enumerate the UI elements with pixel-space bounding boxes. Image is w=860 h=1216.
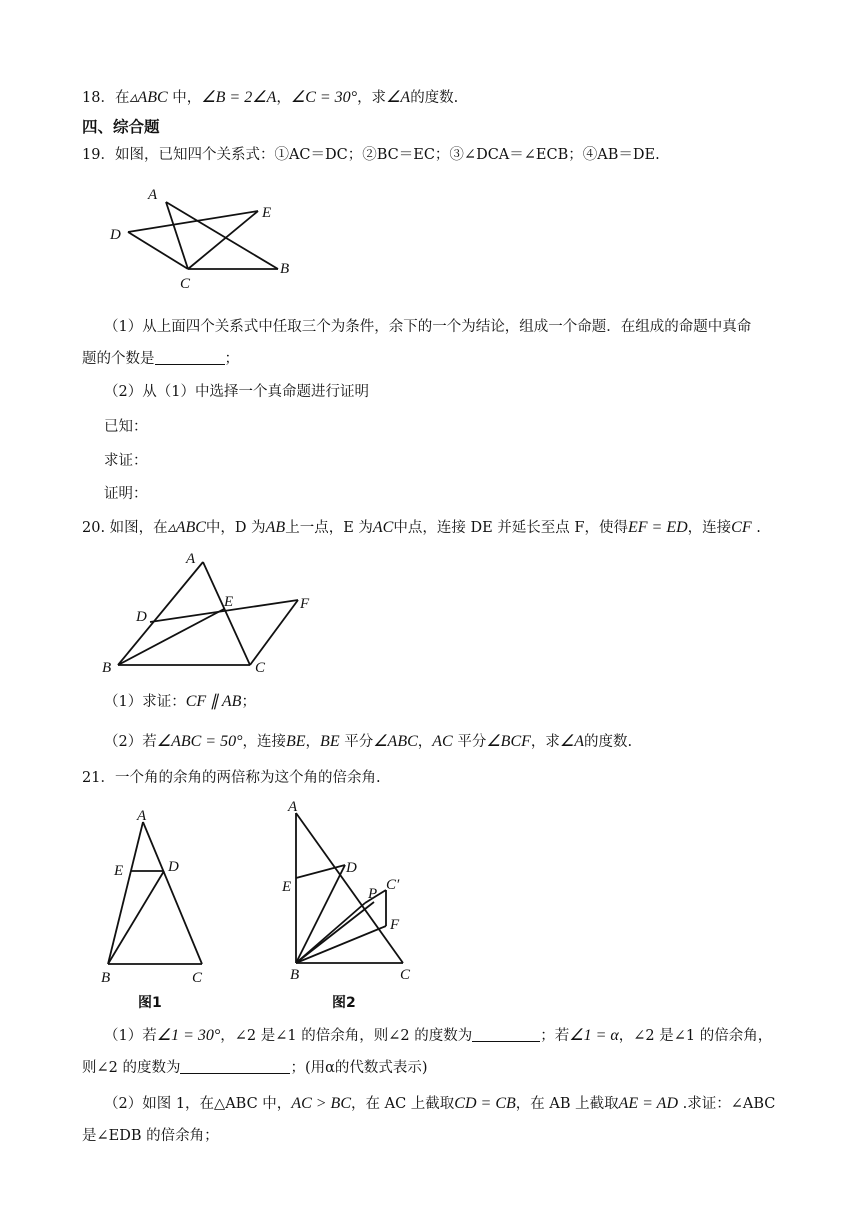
figure-2-caption: 图2	[332, 995, 356, 1011]
q19-part1-line1: （1）从上面四个关系式中任取三个为条件，余下的一个为结论，组成一个命题．在组成的命题中真命	[104, 319, 752, 335]
label-B: B	[280, 261, 290, 277]
answer-blank[interactable]	[155, 350, 225, 365]
q19-prove: 求证：	[104, 453, 148, 469]
q19-part2: （2）从（1）中选择一个真命题进行证明	[104, 384, 369, 400]
label-E: E	[262, 205, 272, 221]
answer-blank-1[interactable]	[472, 1027, 540, 1042]
label-C-prime: C′	[386, 877, 400, 893]
label-D: D	[136, 609, 147, 625]
figure-1-q21	[98, 800, 228, 1015]
q21-part1-line2: 则∠2 的度数为 ；(用α的代数式表示)	[82, 1060, 428, 1076]
label-D: D	[168, 859, 179, 875]
question-18: 18．在▵ABC 中，∠B = 2∠A，∠C = 30°，求∠A的度数.	[82, 89, 459, 106]
label-C: C	[255, 660, 266, 676]
label-B: B	[102, 660, 112, 676]
label-F: F	[390, 917, 400, 933]
label-A: A	[137, 808, 147, 824]
label-E: E	[224, 594, 234, 610]
label-D: D	[110, 227, 121, 243]
section-heading: 四、综合题	[82, 118, 160, 136]
question-19-stem: 19．如图，已知四个关系式：①AC＝DC；②BC＝EC；③∠DCA＝∠ECB；④AB＝DE.	[82, 147, 660, 163]
q21-part2-line2: 是∠EDB 的倍余角；	[82, 1128, 219, 1144]
label-F: F	[300, 596, 310, 612]
label-D: D	[346, 860, 357, 876]
q20-part1: （1）求证：CF ∥ AB；	[104, 693, 256, 710]
label-E: E	[282, 879, 292, 895]
label-E: E	[114, 863, 124, 879]
q21-part1-line1: （1）若∠1 = 30°，∠2 是∠1 的倍余角，则∠2 的度数为 ；若∠1 = α，∠2 是∠1 的倍余角，	[104, 1027, 773, 1044]
q21-part2-line1: （2）如图 1，在△ABC 中，AC > BC，在 AC 上截取CD = CB，在 AB 上截取AE = AD .求证：∠ABC	[104, 1095, 776, 1112]
question-20-stem: 20. 如图，在▵ABC中，D 为AB上一点，E 为AC中点，连接 DE 并延长至点 F，使得EF = ED，连接CF .	[82, 519, 761, 536]
label-C: C	[180, 276, 191, 292]
q19-known: 已知：	[104, 419, 148, 435]
figure-q19	[100, 180, 310, 290]
label-A: A	[288, 799, 298, 815]
label-A: A	[186, 551, 196, 567]
figure-2-q21	[278, 795, 428, 1015]
q20-part2: （2）若∠ABC = 50°，连接BE，BE 平分∠ABC，AC 平分∠BCF，求∠A的度数.	[104, 733, 633, 750]
label-C: C	[192, 970, 203, 986]
q19-part1-line2: 题的个数是 ；	[82, 351, 239, 367]
figure-q20	[100, 545, 330, 680]
question-21-stem: 21．一个角的余角的两倍称为这个角的倍余角.	[82, 770, 381, 786]
label-A: A	[148, 187, 158, 203]
answer-blank-2[interactable]	[180, 1059, 290, 1074]
q19-proof: 证明：	[104, 486, 148, 502]
label-B: B	[101, 970, 111, 986]
label-P: P	[368, 886, 378, 902]
figure-1-caption: 图1	[138, 995, 162, 1011]
label-C: C	[400, 967, 411, 983]
label-B: B	[290, 967, 300, 983]
